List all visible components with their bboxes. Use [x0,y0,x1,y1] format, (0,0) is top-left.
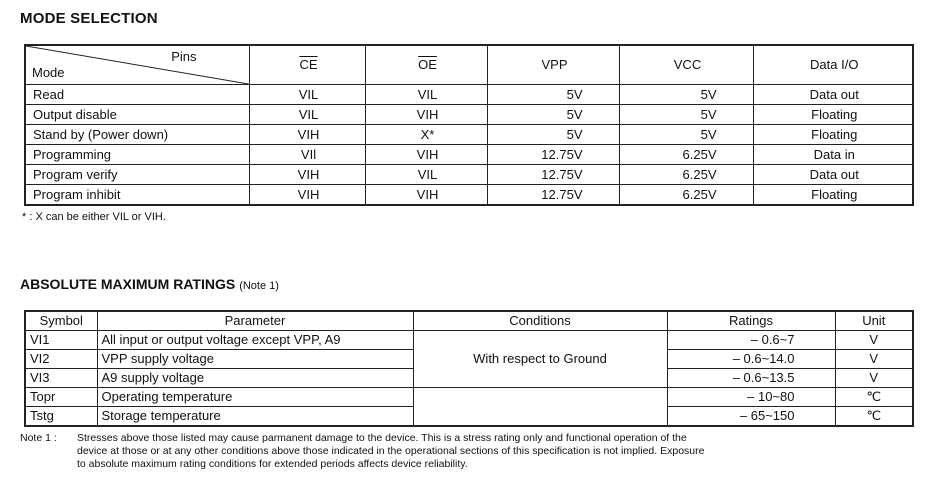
table-row [25,165,913,185]
data-io-cell: Floating [753,105,913,125]
ratings-title-text: ABSOLUTE MAXIMUM RATINGS [20,276,236,292]
note-1 [20,432,920,471]
table-row [25,85,913,105]
note-line-2: device at those or at any other conditions above those indicated in the operational sections of this specification is not implied. Exposure [77,445,705,457]
ratings-title [20,276,279,292]
mode-cell: Read [25,85,249,105]
rating-cell: – 10~80 [667,388,835,407]
symbol-cell: VI3 [25,369,97,388]
vcc-cell: 6.25V [619,185,753,206]
mode-cell: Program inhibit [25,185,249,206]
vpp-cell: 12.75V [487,145,619,165]
vcc-cell: 5V [619,125,753,145]
rating-cell: – 0.6~13.5 [667,369,835,388]
parameter-cell: Storage temperature [97,407,413,427]
symbol-cell: Tstg [25,407,97,427]
table-row [25,125,913,145]
oe-cell: VIH [365,145,487,165]
note-ref: (Note 1) [239,280,279,292]
oe-header: $\overline{OE}$ [365,45,487,85]
note-line-1: Stresses above those listed may cause parmanent damage to the device. This is a stress rating only and functional operation of the [77,432,687,444]
unit-header: Unit [835,311,913,331]
vcc-cell: 6.25V [619,145,753,165]
oe-cell: X* [365,125,487,145]
data-io-cell: Data in [753,145,913,165]
mode-table-header [25,45,913,85]
rating-cell: – 65~150 [667,407,835,427]
data-io-cell: Data out [753,165,913,185]
table-row [25,388,913,407]
mode-cell: Program verify [25,165,249,185]
unit-cell: V [835,369,913,388]
ce-cell: VIl [249,145,365,165]
unit-cell: V [835,350,913,369]
table-row [25,145,913,165]
mode-label: Mode [32,65,65,80]
vcc-header: VCC [619,45,753,85]
vpp-cell: 12.75V [487,165,619,185]
note-line-3: to absolute maximum rating conditions for extended periods affects device reliability. [77,458,468,470]
rating-cell: – 0.6~7 [667,331,835,350]
vpp-cell: 5V [487,125,619,145]
vcc-cell: 5V [619,105,753,125]
mode-cell: Programming [25,145,249,165]
ce-cell: VIH [249,125,365,145]
symbol-header: Symbol [25,311,97,331]
ratings-header [25,311,913,331]
mode-cell: Output disable [25,105,249,125]
pins-mode-corner-cell [25,45,249,85]
oe-cell: VIL [365,165,487,185]
conditions-cell: With respect to Ground [413,331,667,388]
mode-cell: Stand by (Power down) [25,125,249,145]
vcc-cell: 5V [619,85,753,105]
mode-selection-title: MODE SELECTION [20,10,158,27]
pins-label: Pins [171,49,197,64]
vcc-cell: 6.25V [619,165,753,185]
data-io-cell: Data out [753,85,913,105]
note-label: Note 1 : [20,432,57,444]
conditions-empty-cell [413,388,667,427]
oe-cell: VIL [365,85,487,105]
mode-footnote: * : X can be either VIL or VIH. [22,211,166,223]
mode-selection-table [24,44,914,206]
symbol-cell: Topr [25,388,97,407]
data-io-cell: Floating [753,125,913,145]
unit-cell: ℃ [835,388,913,407]
oe-cell: VIH [365,185,487,206]
data-io-header: Data I/O [753,45,913,85]
data-io-cell: Floating [753,185,913,206]
parameter-cell: All input or output voltage except VPP, A9 [97,331,413,350]
symbol-cell: VI2 [25,350,97,369]
oe-cell: VIH [365,105,487,125]
vpp-cell: 12.75V [487,185,619,206]
parameter-cell: VPP supply voltage [97,350,413,369]
parameter-header: Parameter [97,311,413,331]
ce-cell: VIH [249,165,365,185]
symbol-cell: VI1 [25,331,97,350]
ce-cell: VIL [249,105,365,125]
ce-header: $\overline{CE}$ [249,45,365,85]
absolute-max-ratings-table [24,310,914,427]
vpp-cell: 5V [487,105,619,125]
table-row [25,105,913,125]
vpp-header: VPP [487,45,619,85]
ce-cell: VIH [249,185,365,206]
rating-cell: – 0.6~14.0 [667,350,835,369]
parameter-cell: Operating temperature [97,388,413,407]
ce-cell: VIL [249,85,365,105]
table-row [25,331,913,350]
conditions-header: Conditions [413,311,667,331]
ratings-header-cell: Ratings [667,311,835,331]
vpp-cell: 5V [487,85,619,105]
unit-cell: V [835,331,913,350]
unit-cell: ℃ [835,407,913,427]
parameter-cell: A9 supply voltage [97,369,413,388]
table-row [25,185,913,206]
